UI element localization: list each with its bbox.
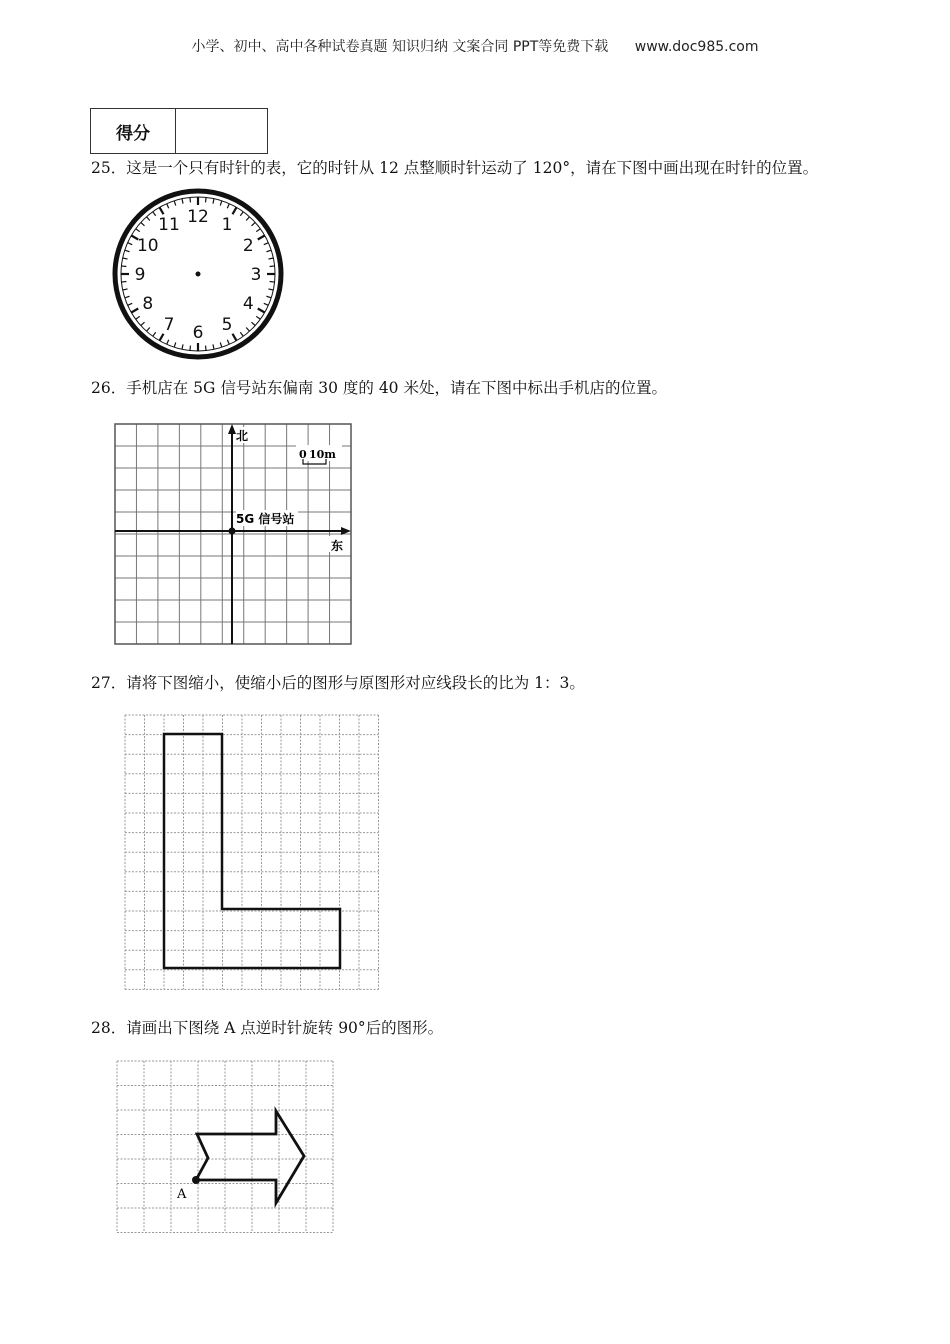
- north-label: 北: [236, 429, 249, 443]
- clock-tick: [167, 204, 169, 209]
- clock-tick: [136, 229, 140, 232]
- clock-tick: [128, 243, 133, 245]
- clock-number: 1: [221, 214, 233, 235]
- score-value[interactable]: [176, 109, 268, 154]
- clock-tick: [264, 303, 269, 305]
- clock-tick: [167, 340, 169, 345]
- clock-number: 10: [136, 236, 159, 256]
- clock-tick: [128, 303, 133, 305]
- clock-number: 4: [242, 294, 254, 314]
- clock-number: 11: [158, 214, 180, 235]
- clock-tick: [266, 296, 271, 298]
- station-dot: [229, 528, 236, 535]
- clock-tick: [174, 201, 176, 206]
- clock-number: 6: [192, 323, 204, 343]
- scale-zero: 0: [299, 448, 307, 461]
- clock-tick: [190, 346, 191, 351]
- clock-tick: [256, 229, 260, 232]
- clock-number: 5: [221, 315, 233, 336]
- clock-tick: [153, 212, 156, 216]
- clock-tick: [246, 217, 249, 221]
- clock-tick: [131, 309, 138, 313]
- clock-tick: [270, 266, 275, 267]
- clock-tick: [206, 197, 207, 202]
- clock-tick: [264, 243, 269, 245]
- clock-tick: [252, 322, 256, 325]
- clock-tick: [125, 250, 130, 252]
- clock-number: 12: [187, 207, 209, 227]
- clock-tick: [136, 316, 140, 319]
- clock-tick: [160, 207, 164, 214]
- scale-label: 10m: [309, 448, 336, 461]
- clock-number: 9: [134, 265, 146, 285]
- question-26: 26．手机店在 5G 信号站东偏南 30 度的 40 米处，请在下图中标出手机店的位置。: [91, 379, 667, 397]
- clock-tick: [123, 289, 128, 290]
- clock-tick: [206, 346, 207, 351]
- clock-tick: [240, 212, 243, 216]
- clock-tick: [233, 334, 237, 341]
- clock-tick: [227, 204, 229, 209]
- clock-number: 7: [163, 315, 175, 336]
- clock-tick: [125, 296, 130, 298]
- clock-tick: [266, 250, 271, 252]
- clock-tick: [123, 258, 128, 259]
- l-shape: [164, 734, 340, 968]
- clock-figure[interactable]: [110, 188, 290, 360]
- page-header: [0, 36, 950, 56]
- score-label: 得分: [91, 109, 176, 154]
- clock-tick: [174, 342, 176, 347]
- clock-tick: [227, 340, 229, 345]
- clock-tick: [240, 332, 243, 336]
- l-shape-figure[interactable]: [120, 710, 384, 994]
- clock-tick: [213, 344, 214, 349]
- question-28: 28．请画出下图绕 A 点逆时针旋转 90°后的图形。: [91, 1019, 444, 1037]
- arrow-rotation-figure[interactable]: [112, 1056, 336, 1238]
- clock-center-dot: [196, 272, 201, 277]
- clock-tick: [121, 266, 126, 267]
- clock-tick: [258, 236, 265, 240]
- east-label: 东: [331, 539, 344, 553]
- clock-tick: [182, 199, 183, 204]
- clock-tick: [121, 282, 126, 283]
- clock-tick: [146, 217, 149, 221]
- score-box: [90, 108, 268, 154]
- clock-tick: [146, 328, 149, 332]
- clock-tick: [190, 197, 191, 202]
- clock-tick: [220, 342, 222, 347]
- clock-tick: [258, 309, 265, 313]
- clock-number: 3: [250, 265, 262, 285]
- clock-tick: [270, 282, 275, 283]
- arrow-shape: [196, 1111, 304, 1203]
- north-arrow: [228, 424, 236, 434]
- clock-tick: [252, 222, 256, 225]
- clock-tick: [268, 258, 273, 259]
- clock-tick: [141, 222, 145, 225]
- direction-map[interactable]: [110, 420, 360, 650]
- clock-tick: [213, 199, 214, 204]
- clock-tick: [141, 322, 145, 325]
- point-a-label: A: [177, 1187, 187, 1202]
- arrow-grid: [117, 1061, 333, 1233]
- clock-tick: [256, 316, 260, 319]
- clock-tick: [233, 207, 237, 214]
- clock-number: 2: [242, 236, 254, 256]
- clock-tick: [246, 328, 249, 332]
- point-a: [192, 1176, 200, 1184]
- station-label: 5G 信号站: [236, 512, 295, 526]
- clock-number: 8: [142, 294, 154, 314]
- question-25: 25．这是一个只有时针的表，它的时针从 12 点整顺时针运动了 120°，请在下图中画出现在时针的位置。: [91, 159, 819, 177]
- header-text: 小学、初中、高中各种试卷真题 知识归纳 文案合同 PPT等免费下载: [191, 39, 609, 55]
- clock-tick: [182, 344, 183, 349]
- clock-tick: [268, 289, 273, 290]
- question-27: 27．请将下图缩小，使缩小后的图形与原图形对应线段长的比为 1：3。: [91, 674, 585, 692]
- clock-tick: [153, 332, 156, 336]
- header-site: www.doc985.com: [634, 39, 759, 55]
- clock-tick: [220, 201, 222, 206]
